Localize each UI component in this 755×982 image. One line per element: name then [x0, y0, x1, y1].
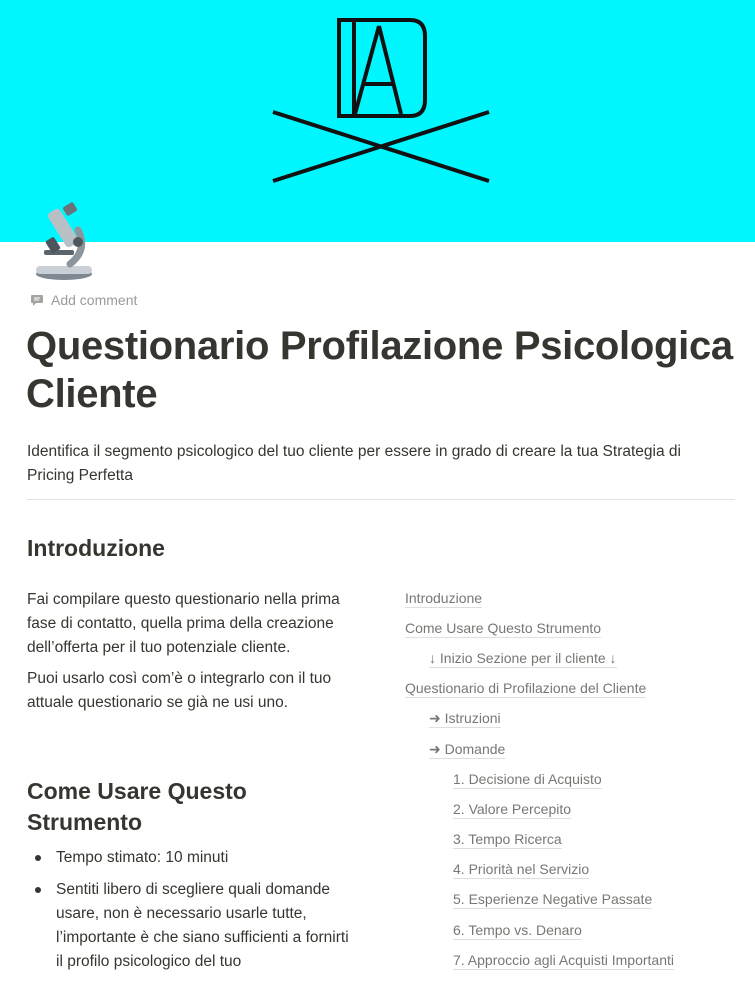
toc-item-priorita-servizio[interactable]: 4. Priorità nel Servizio [453, 861, 590, 877]
toc-item-questionario[interactable]: Questionario di Profilazione del Cliente [405, 680, 647, 696]
bullet-item [27, 846, 357, 870]
toc-item-istruzioni[interactable]: ➜ Istruzioni [429, 710, 501, 726]
heading-introduzione: Introduzione [27, 535, 165, 561]
microscope-icon[interactable] [30, 200, 96, 282]
page-title[interactable] [26, 322, 741, 418]
usage-bullet-list [27, 846, 357, 982]
toc-item-domande[interactable]: ➜ Domande [429, 741, 506, 757]
bullet-item [27, 878, 357, 974]
bullet-dot [35, 855, 41, 861]
toc-item-inizio-sezione[interactable]: ↓ Inizio Sezione per il cliente ↓ [429, 650, 617, 666]
ad-logo-icon [270, 18, 492, 186]
heading-come-usare-line2: Strumento [27, 809, 142, 835]
toc-item-approccio-acquisti[interactable]: 7. Approccio agli Acquisti Importanti [453, 952, 675, 968]
toc-item-come-usare[interactable]: Come Usare Questo Strumento [405, 620, 602, 636]
page-title-line2: Cliente [26, 372, 158, 416]
toc-item-introduzione[interactable]: Introduzione [405, 590, 483, 606]
add-comment-button[interactable] [30, 292, 137, 308]
toc-item-valore-percepito[interactable]: 2. Valore Percepito [453, 801, 572, 817]
page-title-line1: Questionario Profilazione Psicologica [26, 324, 733, 368]
heading-come-usare [27, 776, 327, 838]
intro-paragraph-2: Puoi usarlo così com’è o integrarlo con il tuo attuale questionario se già ne usi uno. [27, 670, 332, 711]
comment-icon [30, 294, 44, 307]
toc-item-tempo-ricerca[interactable]: 3. Tempo Ricerca [453, 831, 562, 847]
page-cover[interactable] [0, 0, 755, 242]
bullet-text: Sentiti libero di scegliere quali domande usare, non è necessario usarle tutte, l’importante è che siano sufficienti a fornirti il profilo psicologico del tuo [56, 881, 349, 970]
add-comment-label: Add comment [51, 292, 138, 308]
toc-item-tempo-denaro[interactable]: 6. Tempo vs. Denaro [453, 922, 582, 938]
heading-come-usare-line1: Come Usare Questo [27, 778, 247, 804]
bullet-text: Tempo stimato: 10 minuti [56, 849, 229, 866]
divider [27, 499, 735, 500]
page-description: Identifica il segmento psicologico del tuo cliente per essere in grado di creare la tua Strategia di Pricing Perfetta [27, 443, 681, 484]
toc-item-esperienze-negative[interactable]: 5. Esperienze Negative Passate [453, 891, 653, 907]
intro-paragraph-1: Fai compilare questo questionario nella prima fase di contatto, quella prima della creazione dell’offerta per il tuo potenziale cliente. [27, 591, 340, 656]
toc-item-decisione-acquisto[interactable]: 1. Decisione di Acquisto [453, 771, 602, 787]
bullet-dot [35, 887, 41, 893]
